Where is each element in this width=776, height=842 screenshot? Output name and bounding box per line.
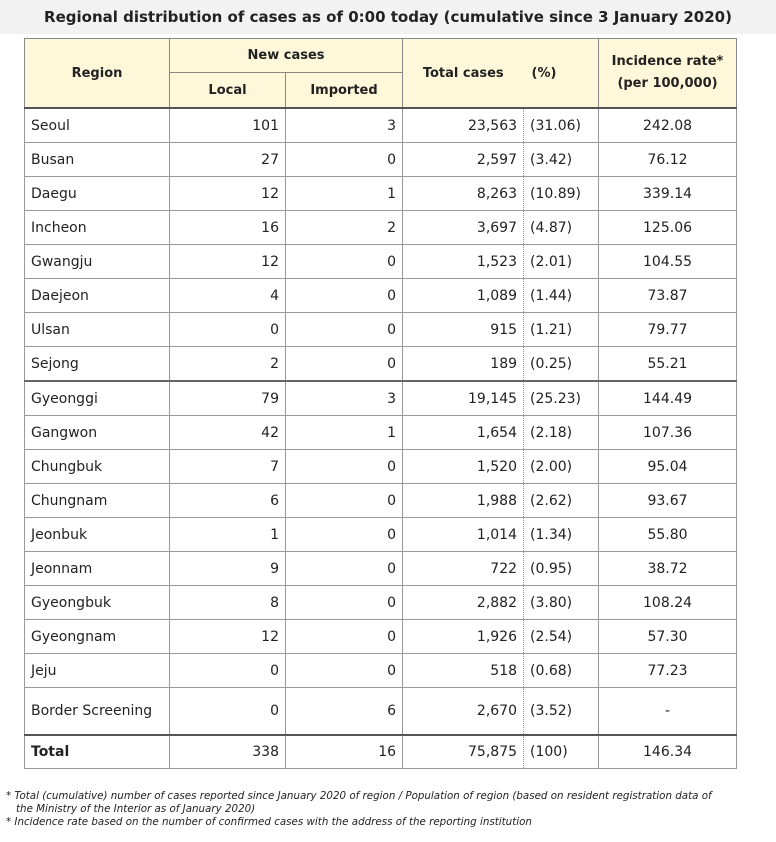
incidence-rate-cell: 146.34: [599, 735, 737, 769]
table-body: [25, 108, 737, 769]
region-cell: Gangwon: [25, 416, 170, 450]
total-cases-cell: 75,875: [403, 735, 524, 769]
total-cases-cell: 1,520: [403, 450, 524, 484]
total-cases-cell: 1,523: [403, 245, 524, 279]
region-cell: Jeonnam: [25, 552, 170, 586]
local-cell: 0: [170, 654, 286, 688]
imported-cell: 0: [286, 484, 403, 518]
incidence-rate-cell: 57.30: [599, 620, 737, 654]
imported-cell: 2: [286, 211, 403, 245]
incidence-rate-cell: 55.21: [599, 347, 737, 382]
incidence-rate-cell: 95.04: [599, 450, 737, 484]
incidence-rate-cell: 38.72: [599, 552, 737, 586]
total-cases-cell: 8,263: [403, 177, 524, 211]
imported-cell: 6: [286, 688, 403, 736]
total-cases-cell: 518: [403, 654, 524, 688]
local-cell: 7: [170, 450, 286, 484]
footnote-2: * Incidence rate based on the number of confirmed cases with the address of the reporting institution: [6, 816, 532, 828]
table-row: [25, 518, 737, 552]
imported-cell: 0: [286, 450, 403, 484]
header-region: Region: [25, 39, 170, 109]
pct-cell: (3.42): [524, 143, 599, 177]
region-cell: Jeju: [25, 654, 170, 688]
pct-cell: (2.18): [524, 416, 599, 450]
region-cell: Daejeon: [25, 279, 170, 313]
imported-cell: 0: [286, 518, 403, 552]
pct-cell: (1.44): [524, 279, 599, 313]
incidence-rate-cell: 144.49: [599, 381, 737, 416]
imported-cell: 0: [286, 620, 403, 654]
pct-cell: (0.68): [524, 654, 599, 688]
table-row: [25, 688, 737, 736]
local-cell: 42: [170, 416, 286, 450]
table-row: [25, 211, 737, 245]
pct-cell: (0.25): [524, 347, 599, 382]
imported-cell: 0: [286, 245, 403, 279]
header-incidence-line2: (per 100,000): [617, 76, 718, 91]
local-cell: 16: [170, 211, 286, 245]
region-cell: Chungbuk: [25, 450, 170, 484]
imported-cell: 1: [286, 177, 403, 211]
header-imported: Imported: [286, 73, 403, 109]
pct-cell: (100): [524, 735, 599, 769]
imported-cell: 0: [286, 552, 403, 586]
imported-cell: 0: [286, 143, 403, 177]
region-cell: Ulsan: [25, 313, 170, 347]
incidence-rate-cell: 107.36: [599, 416, 737, 450]
table-row: [25, 450, 737, 484]
incidence-rate-cell: 73.87: [599, 279, 737, 313]
total-cases-cell: 2,670: [403, 688, 524, 736]
region-cell: Incheon: [25, 211, 170, 245]
table-row: [25, 143, 737, 177]
footnotes: [6, 790, 772, 829]
local-cell: 12: [170, 245, 286, 279]
pct-cell: (2.54): [524, 620, 599, 654]
total-cases-cell: 2,597: [403, 143, 524, 177]
incidence-rate-cell: 55.80: [599, 518, 737, 552]
table-header: [25, 39, 737, 109]
local-cell: 27: [170, 143, 286, 177]
header-pct: (%): [524, 39, 599, 109]
table-row: [25, 177, 737, 211]
region-cell: Gyeongbuk: [25, 586, 170, 620]
total-cases-cell: 722: [403, 552, 524, 586]
local-cell: 6: [170, 484, 286, 518]
pct-cell: (1.34): [524, 518, 599, 552]
incidence-rate-cell: -: [599, 688, 737, 736]
table-row: [25, 620, 737, 654]
total-row: [25, 735, 737, 769]
pct-cell: (2.62): [524, 484, 599, 518]
incidence-rate-cell: 104.55: [599, 245, 737, 279]
incidence-rate-cell: 77.23: [599, 654, 737, 688]
pct-cell: (31.06): [524, 108, 599, 143]
total-cases-cell: 3,697: [403, 211, 524, 245]
local-cell: 0: [170, 688, 286, 736]
table-title: Regional distribution of cases as of 0:00 today (cumulative since 3 January 2020): [0, 0, 776, 34]
pct-cell: (3.52): [524, 688, 599, 736]
local-cell: 1: [170, 518, 286, 552]
local-cell: 338: [170, 735, 286, 769]
pct-cell: (10.89): [524, 177, 599, 211]
local-cell: 9: [170, 552, 286, 586]
region-cell: Daegu: [25, 177, 170, 211]
incidence-rate-cell: 79.77: [599, 313, 737, 347]
local-cell: 0: [170, 313, 286, 347]
header-local: Local: [170, 73, 286, 109]
total-cases-cell: 189: [403, 347, 524, 382]
region-cell: Gyeonggi: [25, 381, 170, 416]
local-cell: 101: [170, 108, 286, 143]
total-cases-cell: 1,926: [403, 620, 524, 654]
region-cell: Chungnam: [25, 484, 170, 518]
header-incidence-line1: Incidence rate*: [611, 54, 724, 69]
table-row: [25, 347, 737, 382]
table-row: [25, 654, 737, 688]
table-row: [25, 313, 737, 347]
local-cell: 8: [170, 586, 286, 620]
pct-cell: (4.87): [524, 211, 599, 245]
incidence-rate-cell: 93.67: [599, 484, 737, 518]
incidence-rate-cell: 108.24: [599, 586, 737, 620]
region-cell: Gyeongnam: [25, 620, 170, 654]
total-cases-cell: 1,089: [403, 279, 524, 313]
footnote-1-continued: the Ministry of the Interior as of January 2020): [16, 803, 256, 815]
table-row: [25, 586, 737, 620]
total-cases-cell: 2,882: [403, 586, 524, 620]
local-cell: 79: [170, 381, 286, 416]
imported-cell: 1: [286, 416, 403, 450]
regional-cases-table: [24, 38, 737, 769]
region-cell: Total: [25, 735, 170, 769]
incidence-rate-cell: 76.12: [599, 143, 737, 177]
total-cases-cell: 915: [403, 313, 524, 347]
pct-cell: (3.80): [524, 586, 599, 620]
pct-cell: (1.21): [524, 313, 599, 347]
pct-cell: (0.95): [524, 552, 599, 586]
total-cases-cell: 19,145: [403, 381, 524, 416]
incidence-rate-cell: 339.14: [599, 177, 737, 211]
total-cases-cell: 23,563: [403, 108, 524, 143]
region-cell: Busan: [25, 143, 170, 177]
header-total-cases: Total cases: [403, 39, 524, 109]
total-cases-cell: 1,988: [403, 484, 524, 518]
imported-cell: 0: [286, 313, 403, 347]
imported-cell: 0: [286, 586, 403, 620]
pct-cell: (25.23): [524, 381, 599, 416]
table-row: [25, 245, 737, 279]
table-row: [25, 416, 737, 450]
local-cell: 12: [170, 177, 286, 211]
table-row: [25, 552, 737, 586]
imported-cell: 0: [286, 347, 403, 382]
local-cell: 12: [170, 620, 286, 654]
header-incidence-rate: [599, 39, 737, 109]
pct-cell: (2.01): [524, 245, 599, 279]
pct-cell: (2.00): [524, 450, 599, 484]
total-cases-cell: 1,014: [403, 518, 524, 552]
region-cell: Seoul: [25, 108, 170, 143]
total-cases-cell: 1,654: [403, 416, 524, 450]
local-cell: 4: [170, 279, 286, 313]
region-cell: Sejong: [25, 347, 170, 382]
imported-cell: 0: [286, 279, 403, 313]
table-row: [25, 484, 737, 518]
imported-cell: 3: [286, 108, 403, 143]
region-cell: Jeonbuk: [25, 518, 170, 552]
table-row: [25, 381, 737, 416]
region-cell: Border Screening: [25, 688, 170, 736]
footnote-1: * Total (cumulative) number of cases reported since January 2020 of region / Population of region (based on resident registration data of: [6, 790, 712, 802]
incidence-rate-cell: 242.08: [599, 108, 737, 143]
incidence-rate-cell: 125.06: [599, 211, 737, 245]
imported-cell: 16: [286, 735, 403, 769]
local-cell: 2: [170, 347, 286, 382]
table-row: [25, 279, 737, 313]
header-new-cases: New cases: [170, 39, 403, 73]
region-cell: Gwangju: [25, 245, 170, 279]
imported-cell: 3: [286, 381, 403, 416]
table-row: [25, 108, 737, 143]
imported-cell: 0: [286, 654, 403, 688]
